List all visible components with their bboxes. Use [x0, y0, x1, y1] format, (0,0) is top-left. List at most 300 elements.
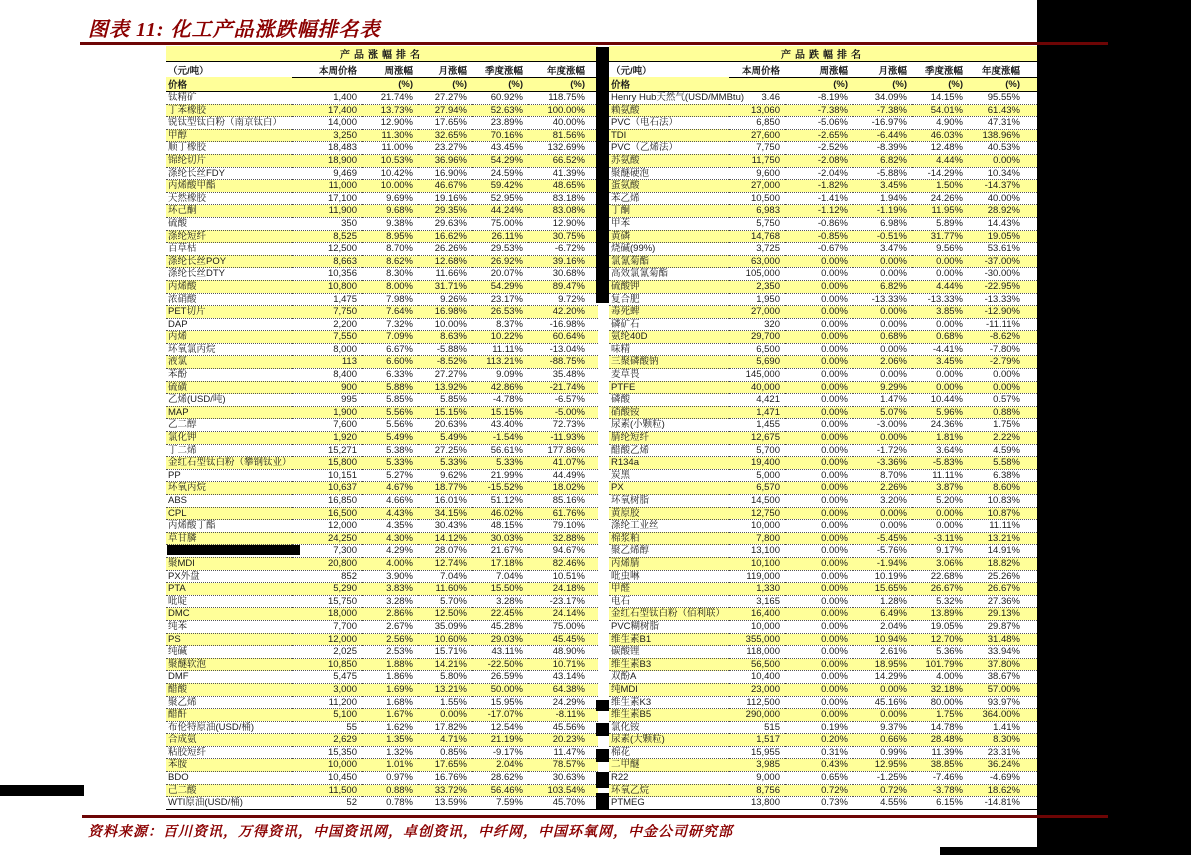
value-cell: 89.47%: [528, 280, 598, 293]
product-name-cell: 金红石型钛白粉（攀钢钛业）: [168, 457, 292, 469]
value-cell: 2.86%: [362, 608, 418, 621]
value-cell: 17.65%: [418, 117, 472, 130]
table-row: [166, 331, 598, 344]
value-cell: 6,850: [729, 117, 785, 130]
gainers-table: [166, 46, 598, 810]
table-row: [166, 280, 598, 293]
product-name-cell: 维生素B1: [609, 633, 729, 646]
value-cell: 30.63%: [528, 772, 598, 785]
table-row: [166, 671, 598, 684]
table-row: [166, 255, 598, 268]
table-row: [166, 457, 598, 470]
value-cell: 7.32%: [362, 318, 418, 331]
value-cell: -23.17%: [528, 595, 598, 608]
value-cell: 16.90%: [418, 167, 472, 180]
value-cell: 22.45%: [472, 608, 528, 621]
value-cell: 46.03%: [912, 129, 968, 142]
value-cell: 1.81%: [912, 432, 968, 445]
scan-artifact-block: [596, 723, 609, 736]
pct-subheader: (%): [853, 77, 912, 92]
value-cell: 24.59%: [472, 167, 528, 180]
product-name-cell: 毒死蜱: [609, 306, 729, 319]
table-row: [609, 205, 1037, 218]
table-row: [166, 709, 598, 722]
value-cell: 27.94%: [418, 104, 472, 117]
value-cell: 44.24%: [472, 205, 528, 218]
value-cell: 0.00%: [853, 709, 912, 722]
figure-title: 图表 11: 化工产品涨跌幅排名表: [88, 19, 381, 41]
value-cell: 29.13%: [968, 608, 1037, 621]
value-cell: 0.20%: [785, 734, 853, 747]
value-cell: 29.03%: [472, 633, 528, 646]
gainers-table-container: [166, 46, 598, 810]
product-name-cell: 醋酸乙烯: [609, 444, 729, 457]
footer-rule: [82, 815, 1108, 818]
product-name-cell: PVC（电石法）: [609, 117, 729, 130]
value-cell: 7,750: [292, 306, 362, 319]
table-row: [166, 797, 598, 810]
product-name-cell: 丁二烯: [166, 444, 292, 457]
product-name-cell: PET切片: [166, 306, 292, 319]
table-row: [609, 255, 1037, 268]
value-cell: 1,471: [729, 406, 785, 419]
value-cell: 12,500: [292, 243, 362, 256]
value-cell: 0.00%: [785, 696, 853, 709]
value-cell: 5.07%: [853, 406, 912, 419]
product-name-cell: Henry Hub天然气(USD/MMBtu): [611, 92, 745, 103]
value-cell: 10,000: [729, 620, 785, 633]
product-name-cell: 粘胶短纤: [166, 746, 292, 759]
value-cell: 17.18%: [472, 557, 528, 570]
product-name-cell: DAP: [166, 318, 292, 331]
product-name-cell: 高效氯氰菊酯: [609, 268, 729, 281]
value-cell: 15.15%: [418, 406, 472, 419]
value-cell: 0.00%: [785, 331, 853, 344]
value-cell: 21.99%: [472, 469, 528, 482]
value-cell: 27,000: [729, 180, 785, 193]
value-cell: 0.57%: [968, 394, 1037, 407]
unit-header: （元/吨）: [611, 66, 652, 77]
value-cell: 1.47%: [853, 394, 912, 407]
value-cell: 12.50%: [418, 608, 472, 621]
product-name-cell: 苯胺: [166, 759, 292, 772]
value-cell: 6.49%: [853, 608, 912, 621]
value-cell: 15,350: [292, 746, 362, 759]
value-cell: -14.37%: [968, 180, 1037, 193]
value-cell: 3.47%: [853, 243, 912, 256]
value-cell: 8.62%: [362, 255, 418, 268]
table-row: [609, 721, 1037, 734]
value-cell: 1.55%: [418, 696, 472, 709]
value-cell: -11.11%: [968, 318, 1037, 331]
value-cell: 81.56%: [528, 129, 598, 142]
value-cell: 12.54%: [472, 721, 528, 734]
table-row: [166, 394, 598, 407]
value-cell: 23.89%: [472, 117, 528, 130]
value-cell: 38.85%: [912, 759, 968, 772]
value-cell: 0.00%: [785, 432, 853, 445]
value-cell: 31.77%: [912, 230, 968, 243]
product-name-cell: PX: [609, 482, 729, 495]
product-name-cell: 纯碱: [166, 646, 292, 659]
value-cell: 10,356: [292, 268, 362, 281]
value-cell: 11.95%: [912, 205, 968, 218]
value-cell: 10.71%: [528, 658, 598, 671]
value-cell: -8.62%: [968, 331, 1037, 344]
product-name-cell: 赖氨酸: [609, 104, 729, 117]
value-cell: 4.29%: [362, 545, 418, 558]
value-cell: 19.16%: [418, 192, 472, 205]
value-cell: 11.11%: [968, 520, 1037, 533]
value-cell: 28.92%: [968, 205, 1037, 218]
value-cell: 3,165: [729, 595, 785, 608]
table-row: [609, 343, 1037, 356]
value-cell: 17,100: [292, 192, 362, 205]
product-name-cell: 聚乙烯: [166, 696, 292, 709]
value-cell: 6,570: [729, 482, 785, 495]
product-name-cell: 丙烯腈: [609, 557, 729, 570]
value-cell: 12.90%: [528, 217, 598, 230]
value-cell: 26.53%: [472, 306, 528, 319]
value-cell: 5.33%: [362, 457, 418, 470]
table-row: [166, 444, 598, 457]
value-cell: 14.78%: [912, 721, 968, 734]
product-name-cell: 丙烯: [166, 331, 292, 344]
value-cell: 5,100: [292, 709, 362, 722]
table-row: [609, 620, 1037, 633]
value-cell: 10.19%: [853, 570, 912, 583]
table-row: [166, 117, 598, 130]
value-cell: 3,985: [729, 759, 785, 772]
table-row: [166, 595, 598, 608]
value-cell: 1.50%: [912, 180, 968, 193]
value-cell: 5.32%: [912, 595, 968, 608]
table-title: 产品跌幅排名: [609, 46, 1037, 62]
value-cell: 1.94%: [853, 192, 912, 205]
product-name-cell: 氨纶40D: [609, 331, 729, 344]
value-cell: 26.67%: [968, 583, 1037, 596]
value-cell: 4.30%: [362, 532, 418, 545]
product-name-cell: 硫磺: [166, 381, 292, 394]
table-row: [609, 520, 1037, 533]
value-cell: 20,800: [292, 557, 362, 570]
value-cell: 0.00%: [785, 356, 853, 369]
value-cell: 2.53%: [362, 646, 418, 659]
value-cell: 15.15%: [472, 406, 528, 419]
table-row: [166, 532, 598, 545]
table-row: [166, 268, 598, 281]
value-cell: 0.00%: [785, 495, 853, 508]
product-name-cell: 氯化钾: [166, 432, 292, 445]
value-cell: -12.90%: [968, 306, 1037, 319]
table-row: [166, 318, 598, 331]
value-cell: 7,550: [292, 331, 362, 344]
value-cell: 16.62%: [418, 230, 472, 243]
value-cell: 40,000: [729, 381, 785, 394]
value-cell: 290,000: [729, 709, 785, 722]
table-row: [166, 343, 598, 356]
value-cell: 12,750: [729, 507, 785, 520]
value-cell: 5,475: [292, 671, 362, 684]
value-cell: 0.00%: [853, 683, 912, 696]
value-cell: -8.52%: [418, 356, 472, 369]
product-name-cell: 钛精矿: [166, 92, 292, 105]
value-cell: -88.75%: [528, 356, 598, 369]
value-cell: 83.18%: [528, 192, 598, 205]
table-row: [166, 507, 598, 520]
table-row: [609, 117, 1037, 130]
value-cell: 17,400: [292, 104, 362, 117]
product-name-cell: 丙烯酸丁酯: [166, 520, 292, 533]
value-cell: -0.86%: [785, 217, 853, 230]
value-cell: 35.09%: [418, 620, 472, 633]
product-name-cell: 环氧丙烷: [166, 482, 292, 495]
product-name-cell: 腈纶短纤: [609, 432, 729, 445]
value-cell: 4.35%: [362, 520, 418, 533]
value-cell: 3.83%: [362, 583, 418, 596]
value-cell: -3.36%: [853, 457, 912, 470]
table-row: [166, 759, 598, 772]
value-cell: 13,100: [729, 545, 785, 558]
value-cell: 21.67%: [472, 545, 528, 558]
table-row: [609, 419, 1037, 432]
value-cell: 45.70%: [528, 797, 598, 810]
table-row: [609, 406, 1037, 419]
value-cell: 15.71%: [418, 646, 472, 659]
value-cell: 9.26%: [418, 293, 472, 306]
value-cell: 21.19%: [472, 734, 528, 747]
value-cell: 46.67%: [418, 180, 472, 193]
value-cell: 0.00%: [785, 482, 853, 495]
value-cell: 10,637: [292, 482, 362, 495]
table-row: [166, 92, 598, 105]
value-cell: 0.78%: [362, 797, 418, 810]
value-cell: -2.65%: [785, 129, 853, 142]
table-row: [609, 129, 1037, 142]
value-cell: 8.70%: [853, 469, 912, 482]
value-cell: 0.72%: [785, 784, 853, 797]
product-name-cell: 黄原胶: [609, 507, 729, 520]
value-cell: 27,000: [729, 306, 785, 319]
table-row: [166, 734, 598, 747]
column-header: 周涨幅: [785, 62, 853, 78]
value-cell: -22.50%: [472, 658, 528, 671]
table-row: [166, 243, 598, 256]
value-cell: 15,955: [729, 746, 785, 759]
value-cell: 113: [292, 356, 362, 369]
value-cell: 1,950: [729, 293, 785, 306]
value-cell: 0.00%: [853, 318, 912, 331]
product-name-cell: 丁酮: [609, 205, 729, 218]
value-cell: 11.11%: [912, 469, 968, 482]
value-cell: 29.63%: [418, 217, 472, 230]
value-cell: -1.82%: [785, 180, 853, 193]
value-cell: 5.96%: [912, 406, 968, 419]
value-cell: 15.95%: [472, 696, 528, 709]
value-cell: 33.94%: [968, 646, 1037, 659]
value-cell: 0.00%: [853, 520, 912, 533]
value-cell: 1,400: [292, 92, 362, 105]
value-cell: -1.94%: [853, 557, 912, 570]
value-cell: 5.27%: [362, 469, 418, 482]
value-cell: 70.16%: [472, 129, 528, 142]
table-row: [166, 482, 598, 495]
value-cell: 5,700: [729, 444, 785, 457]
table-row: [609, 734, 1037, 747]
value-cell: 0.00%: [785, 381, 853, 394]
value-cell: 12.74%: [418, 557, 472, 570]
value-cell: 2,025: [292, 646, 362, 659]
value-cell: 12.68%: [418, 255, 472, 268]
value-cell: 19.05%: [912, 620, 968, 633]
value-cell: 10,500: [729, 192, 785, 205]
column-header: 季度涨幅: [912, 62, 968, 78]
value-cell: 3.06%: [912, 557, 968, 570]
value-cell: 11,900: [292, 205, 362, 218]
value-cell: 9.29%: [853, 381, 912, 394]
value-cell: 145,000: [729, 369, 785, 382]
value-cell: 0.00%: [785, 268, 853, 281]
product-name-cell: TDI: [609, 129, 729, 142]
product-name-cell: 氯化铵: [609, 721, 729, 734]
value-cell: 17.65%: [418, 759, 472, 772]
value-cell: -7.38%: [785, 104, 853, 117]
value-cell: 43.11%: [472, 646, 528, 659]
value-cell: 6.38%: [968, 469, 1037, 482]
value-cell: 24,250: [292, 532, 362, 545]
product-name-cell: 苯乙烯: [609, 192, 729, 205]
value-cell: 103.54%: [528, 784, 598, 797]
value-cell: 0.00%: [785, 293, 853, 306]
value-cell: 0.68%: [853, 331, 912, 344]
value-cell: 1,455: [729, 419, 785, 432]
column-header-row: [609, 62, 1037, 78]
value-cell: 0.88%: [968, 406, 1037, 419]
value-cell: 8,525: [292, 230, 362, 243]
value-cell: 95.55%: [968, 92, 1037, 105]
value-cell: 79.10%: [528, 520, 598, 533]
value-cell: 7.04%: [418, 570, 472, 583]
table-row: [166, 293, 598, 306]
value-cell: 4.66%: [362, 495, 418, 508]
value-cell: -7.38%: [853, 104, 912, 117]
table-row: [609, 671, 1037, 684]
value-cell: 30.43%: [418, 520, 472, 533]
product-name-cell: 吡啶: [166, 595, 292, 608]
value-cell: 66.52%: [528, 154, 598, 167]
value-cell: 3.45%: [853, 180, 912, 193]
table-row: [609, 772, 1037, 785]
table-row: [609, 633, 1037, 646]
blank-subheader: [292, 77, 362, 92]
value-cell: -4.41%: [912, 343, 968, 356]
value-cell: 5.56%: [362, 419, 418, 432]
value-cell: 5,000: [729, 469, 785, 482]
value-cell: -16.98%: [528, 318, 598, 331]
value-cell: 0.00%: [785, 406, 853, 419]
value-cell: 4.00%: [912, 671, 968, 684]
redaction-block-product-name: [167, 545, 300, 555]
value-cell: 0.00%: [912, 520, 968, 533]
table-row: [166, 167, 598, 180]
value-cell: -5.00%: [528, 406, 598, 419]
value-cell: 15,800: [292, 457, 362, 470]
value-cell: -21.74%: [528, 381, 598, 394]
product-name-cell: 纯MDI: [609, 683, 729, 696]
column-header: 本周价格: [729, 62, 785, 78]
value-cell: 10,850: [292, 658, 362, 671]
value-cell: 75.00%: [528, 620, 598, 633]
value-cell: 3,250: [292, 129, 362, 142]
table-row: [609, 154, 1037, 167]
value-cell: 30.75%: [528, 230, 598, 243]
table-row: [166, 746, 598, 759]
title-underline-rule: [80, 42, 1108, 45]
value-cell: 75.00%: [472, 217, 528, 230]
product-name-cell: 浓硝酸: [166, 293, 292, 306]
value-cell: 8,756: [729, 784, 785, 797]
value-cell: 7.09%: [362, 331, 418, 344]
value-cell: 6.67%: [362, 343, 418, 356]
value-cell: 900: [292, 381, 362, 394]
scan-artifact-block: [596, 793, 609, 810]
value-cell: 24.29%: [528, 696, 598, 709]
price-subheader: 价格: [609, 77, 729, 92]
value-cell: -3.11%: [912, 532, 968, 545]
product-name-cell: 硝酸铵: [609, 406, 729, 419]
product-name-cell: 草甘膦: [166, 532, 292, 545]
value-cell: 94.67%: [528, 545, 598, 558]
value-cell: 0.00%: [785, 369, 853, 382]
value-cell: 10.83%: [968, 495, 1037, 508]
value-cell: 55: [292, 721, 362, 734]
value-cell: 118,000: [729, 646, 785, 659]
value-cell: -5.06%: [785, 117, 853, 130]
value-cell: 45.16%: [853, 696, 912, 709]
value-cell: 8,663: [292, 255, 362, 268]
value-cell: 5,750: [729, 217, 785, 230]
value-cell: 177.86%: [528, 444, 598, 457]
table-row: [609, 318, 1037, 331]
value-cell: 14,500: [729, 495, 785, 508]
value-cell: 0.00%: [785, 583, 853, 596]
value-cell: 3.85%: [912, 306, 968, 319]
table-row: [166, 772, 598, 785]
value-cell: 42.20%: [528, 306, 598, 319]
value-cell: 6.82%: [853, 280, 912, 293]
table-row: [609, 583, 1037, 596]
value-cell: -6.44%: [853, 129, 912, 142]
product-name-cell: 己二酸: [166, 784, 292, 797]
value-cell: 9,469: [292, 167, 362, 180]
value-cell: -0.51%: [853, 230, 912, 243]
product-name-cell: R22: [609, 772, 729, 785]
table-row: [166, 142, 598, 155]
column-header: 年度涨幅: [968, 62, 1037, 78]
value-cell: 3,725: [729, 243, 785, 256]
value-cell: 27.27%: [418, 92, 472, 105]
value-cell: 37.80%: [968, 658, 1037, 671]
value-cell: 0.97%: [362, 772, 418, 785]
value-cell: 1.68%: [362, 696, 418, 709]
value-cell: 7,800: [729, 532, 785, 545]
value-cell: 0.00%: [785, 709, 853, 722]
value-cell: 0.00%: [968, 369, 1037, 382]
table-row: [609, 444, 1037, 457]
table-row: [609, 192, 1037, 205]
product-name-cell: 环氧树脂: [609, 495, 729, 508]
value-cell: 1.88%: [362, 658, 418, 671]
